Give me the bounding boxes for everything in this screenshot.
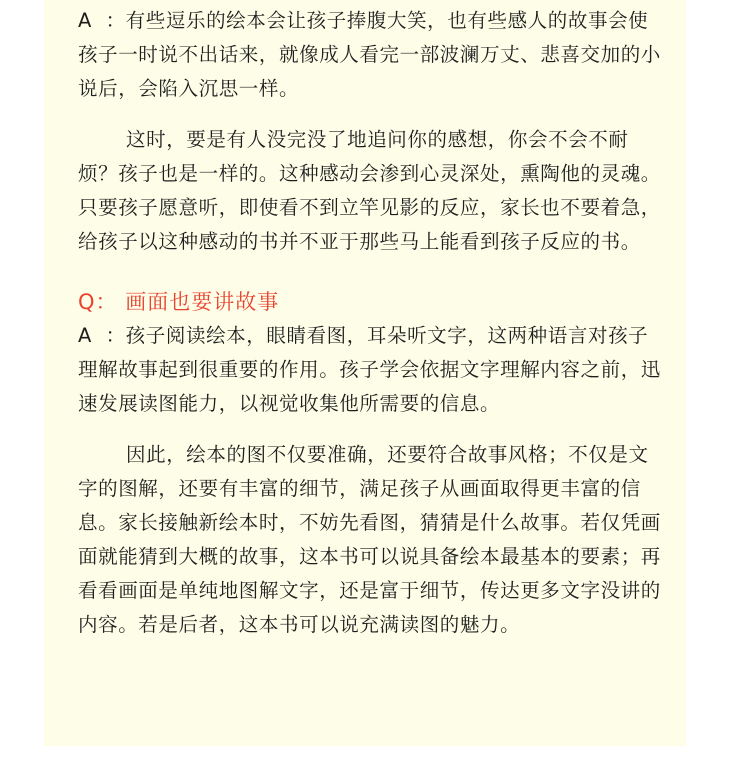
section1-body-paragraph: 这时，要是有人没完没了地追问你的感想，你会不会不耐烦？孩子也是一样的。这种感动会渗到心灵深处，熏陶他的灵魂。只要孩子愿意听，即使看不到立竿见影的反应，家长也不要着急，给孩子以这种感动的书并不亚于那些马上能看到孩子反应的书。: [78, 128, 661, 253]
paragraph-spacer: [78, 421, 668, 438]
answer-text: ：孩子阅读绘本，眼睛看图，耳朵听文字，这两种语言对孩子理解故事起到很重要的作用。孩子学会依据文字理解内容之前，迅速发展读图能力，以视觉收集他所需要的信息。: [78, 324, 661, 415]
article-body: [78, 4, 668, 642]
answer-text: ：有些逗乐的绘本会让孩子捧腹大笑，也有些感人的故事会使孩子一时说不出话来，就像成人看完一部波澜万丈、悲喜交加的小说后，会陷入沉思一样。: [78, 9, 661, 100]
answer-label: A: [78, 324, 92, 347]
paragraph-spacer: [78, 106, 668, 123]
section2-body-paragraph: 因此，绘本的图不仅要准确，还要符合故事风格；不仅是文字的图解，还要有丰富的细节，满足孩子从画面取得更丰富的信息。家长接触新绘本时，不妨先看图，猜猜是什么故事。若仅凭画面就能猜到大概的故事，这本书可以说具备绘本最基本的要素；再看看画面是单纯地图解文字，还是富于细节，传达更多文字没讲的内容。若是后者，这本书可以说充满读图的魅力。: [78, 443, 661, 636]
answer-label: A: [78, 9, 92, 32]
section2-answer-paragraph: [78, 319, 668, 421]
question-heading: Q： 画面也要讲故事: [78, 290, 280, 314]
section-spacer: [78, 259, 668, 285]
section1-answer-paragraph: [78, 4, 668, 106]
